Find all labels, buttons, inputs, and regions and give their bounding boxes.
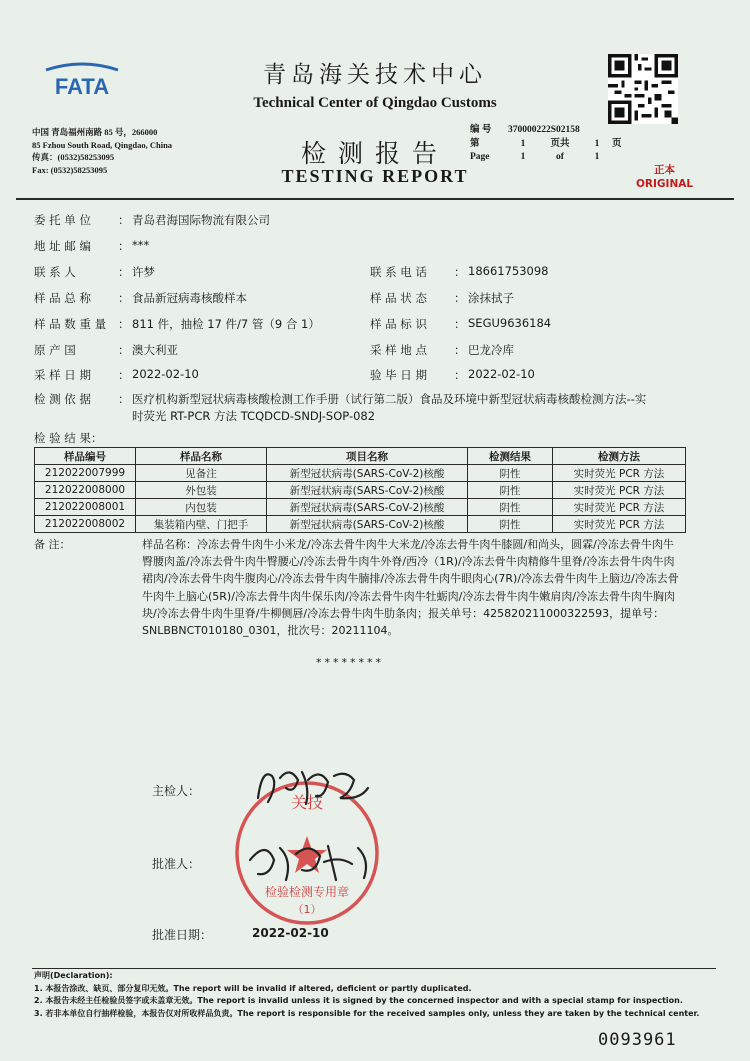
table-header-row — [35, 448, 686, 465]
report-number: 370000222S02158 — [508, 125, 580, 135]
field-label: 联 系 电 话 — [370, 265, 427, 279]
page-en-part: 1 — [520, 152, 526, 162]
approval-date: 2022-02-10 — [252, 926, 329, 940]
svg-text:关技: 关技 — [290, 793, 324, 812]
field-label: 采 样 地 点 — [370, 343, 427, 357]
inspector-label: 主检人： — [152, 784, 201, 798]
page-en-part: Page — [470, 152, 490, 162]
cell: 新型冠状病毒(SARS-CoV-2)核酸 — [267, 499, 468, 516]
fax-line: 传真：(0532)58253095 — [32, 152, 115, 162]
cell: 212022008002 — [35, 516, 136, 533]
header-divider — [16, 198, 734, 200]
field-label: 联 系 人 — [34, 265, 76, 279]
declaration-title: 声明(Declaration): — [34, 971, 113, 980]
table-row — [35, 516, 686, 533]
quantity-field: 样 品 数 重 量 ： 811 件，抽检 17 件/7 管（9 合 1） — [34, 317, 320, 331]
field-label: 地 址 邮 编 — [34, 239, 91, 253]
field-value: 巴龙冷库 — [468, 343, 514, 357]
field-value: 青岛君海国际物流有限公司 — [132, 213, 270, 227]
finish-date-field: 验 毕 日 期 ： 2022-02-10 — [370, 367, 535, 382]
table-row — [35, 465, 686, 482]
cell: 实时荧光 PCR 方法 — [553, 465, 686, 482]
cell: 见备注 — [136, 465, 267, 482]
sample-name-field: 样 品 总 称 ： 食品新冠病毒核酸样本 — [34, 291, 247, 305]
sample-status-field: 样 品 状 态 ： 涂抹拭子 — [370, 291, 514, 305]
page-cn-part: 1 — [520, 138, 526, 149]
report-title-en: TESTING REPORT — [281, 166, 469, 186]
approval-date-label: 批准日期： — [152, 928, 213, 942]
sampling-date-field: 采 样 日 期 ： 2022-02-10 — [34, 367, 199, 382]
cell: 外包装 — [136, 482, 267, 499]
field-label: 样 品 总 称 — [34, 291, 91, 305]
sample-id-field: 样 品 标 识 ： SEGU9636184 — [370, 316, 552, 331]
cell: 阴性 — [468, 482, 553, 499]
end-stars: ******** — [316, 656, 384, 669]
field-value: 涂抹拭子 — [468, 291, 514, 305]
client-field: 委 托 单 位 ： 青岛君海国际物流有限公司 — [34, 213, 270, 227]
original-en: ORIGINAL — [636, 178, 694, 190]
field-value: *** — [132, 238, 150, 252]
original-mark — [636, 163, 693, 191]
field-value: 18661753098 — [468, 264, 549, 278]
cell: 212022008000 — [35, 482, 136, 499]
page-en-part: of — [556, 152, 564, 162]
org-name-en: Technical Center of Qingdao Customs — [253, 95, 497, 111]
serial-number: 0093961 — [598, 1030, 677, 1050]
svg-text:（1）: （1） — [292, 903, 322, 916]
declaration-item: 3. 若非本单位自行抽样检验，本报告仅对所收样品负责。The report is responsible for the received samples only, unless they are taken by the technical center. — [34, 1008, 700, 1018]
field-value: SEGU9636184 — [468, 316, 552, 330]
cell: 新型冠状病毒(SARS-CoV-2)核酸 — [267, 482, 468, 499]
column-header: 检测方法 — [553, 448, 686, 465]
cell: 212022007999 — [35, 465, 136, 482]
origin-field: 原 产 国 ： 澳大利亚 — [34, 343, 178, 357]
page-cn-part: 第 — [470, 138, 480, 149]
page-en-part: 1 — [594, 152, 600, 162]
field-value: 医疗机构新型冠状病毒核酸检测工作手册（试行第二版）食品及环境中新型冠状病毒核酸检测方法--实时荧光 RT-PCR 方法 TCQDCD-SNDJ-SOP-082 — [132, 392, 647, 423]
column-header: 项目名称 — [267, 448, 468, 465]
svg-text:FATA: FATA — [54, 74, 110, 99]
declaration — [34, 970, 699, 1020]
page-cn-part: 页 — [612, 138, 622, 149]
footer-divider — [32, 968, 716, 969]
cell: 212022008001 — [35, 499, 136, 516]
column-header: 检测结果 — [468, 448, 553, 465]
field-label: 检 测 依 据 — [34, 392, 91, 406]
approver-label: 批准人： — [152, 857, 201, 871]
report-meta — [470, 124, 622, 165]
remarks — [34, 536, 682, 639]
cell: 实时荧光 PCR 方法 — [553, 499, 686, 516]
original-cn: 正本 — [654, 164, 676, 176]
field-label: 验 毕 日 期 — [370, 368, 427, 382]
cell: 内包装 — [136, 499, 267, 516]
field-label: 样 品 数 重 量 — [34, 317, 107, 331]
remarks-text: 样品名称：冷冻去骨牛肉牛小米龙/冷冻去骨牛肉牛大米龙/冷冻去骨牛肉牛膝圆/和尚头，圆霖/冷冻去骨牛肉牛臀腰肉盖/冷冻去骨牛肉牛臀腰心/冷冻去骨牛肉牛外脊/西冷（1R)/冷冻去骨牛肉精修牛里脊/冷冻去骨牛肉牛肉裙肉/冷冻去骨牛肉牛腹肉心/冷冻去骨牛肉牛腩排/冷冻去骨牛肉牛眼肉心(7R)/冷冻去骨牛肉牛上脑边/冷冻去骨牛肉牛上脑心(5R)/冷冻去骨牛肉牛保乐肉/冷冻去骨牛肉牛牡蛎肉/冷冻去骨牛肉牛嫩肩肉/冷冻去骨牛肉牛胸肉块/冷冻去骨牛肉牛里脊/牛柳侧唇/冷冻去骨牛肉牛肋条肉；报关单号：425820211000322593，提单号：SNLBBNCT010180_0301，批次号：20211104。 — [142, 538, 679, 638]
svg-text:检验检测专用章: 检验检测专用章 — [264, 885, 350, 899]
number-label: 编 号 — [470, 125, 492, 135]
column-header: 样品编号 — [35, 448, 136, 465]
cell: 实时荧光 PCR 方法 — [553, 516, 686, 533]
page-cn-part: 1 — [594, 138, 600, 149]
cell: 集装箱内壁、门把手 — [136, 516, 267, 533]
table-row — [35, 482, 686, 499]
field-label: 委 托 单 位 — [34, 213, 91, 227]
field-value: 澳大利亚 — [132, 343, 178, 357]
qr-code-icon — [608, 54, 678, 124]
column-header: 样品名称 — [136, 448, 267, 465]
site-field: 采 样 地 点 ： 巴龙冷库 — [370, 343, 514, 357]
field-label: 样 品 标 识 — [370, 317, 427, 331]
field-label: 原 产 国 — [34, 343, 76, 357]
field-value: 811 件，抽检 17 件/7 管（9 合 1） — [132, 317, 320, 331]
declaration-item: 2. 本报告未经主任检验员签字或未盖章无效。The report is invalid unless it is signed by the concerned inspector and with a special stamp for inspection. — [34, 996, 683, 1005]
cell: 阴性 — [468, 499, 553, 516]
approver-signature — [240, 830, 390, 890]
declaration-item: 1. 本报告涂改、缺页、部分复印无效。The report will be invalid if altered, deficient or partly duplicated. — [34, 983, 472, 993]
inspector-signature — [250, 758, 380, 818]
fax-line: Fax: (0532)58253095 — [32, 164, 108, 175]
field-value: 2022-02-10 — [132, 367, 199, 381]
page-cn-part: 页共 — [550, 138, 570, 149]
field-label: 样 品 状 态 — [370, 291, 427, 305]
table-row — [35, 499, 686, 516]
cell: 阴性 — [468, 465, 553, 482]
cell: 阴性 — [468, 516, 553, 533]
field-label: 采 样 日 期 — [34, 368, 91, 382]
remarks-label: 备 注： — [34, 538, 71, 551]
address-line: 中国 青岛福州南路 85 号，266000 — [32, 127, 158, 137]
field-value: 2022-02-10 — [468, 367, 535, 381]
address-line: 85 Fzhou South Road, Qingdao, China — [32, 139, 173, 150]
org-name-cn: 青岛海关技术中心 — [263, 62, 487, 88]
results-label: 检 验 结 果： — [34, 431, 103, 445]
cell: 新型冠状病毒(SARS-CoV-2)核酸 — [267, 465, 468, 482]
phone-field: 联 系 电 话 ： 18661753098 — [370, 264, 549, 279]
cell: 新型冠状病毒(SARS-CoV-2)核酸 — [267, 516, 468, 533]
basis-field: 检 测 依 据 ： 医疗机构新型冠状病毒核酸检测工作手册（试行第二版）食品及环境中新型冠状病毒核酸检测方法--实时荧光 RT-PCR 方法 TCQDCD-SNDJ-SOP-082 — [34, 391, 652, 425]
cell: 实时荧光 PCR 方法 — [553, 482, 686, 499]
field-value: 食品新冠病毒核酸样本 — [132, 291, 247, 305]
address-field: 地 址 邮 编 ： *** — [34, 238, 150, 253]
field-value: 许梦 — [132, 265, 155, 279]
results-table — [34, 447, 686, 533]
contact-field: 联 系 人 ： 许梦 — [34, 265, 155, 279]
report-title-cn: 检测报告 — [300, 139, 449, 168]
